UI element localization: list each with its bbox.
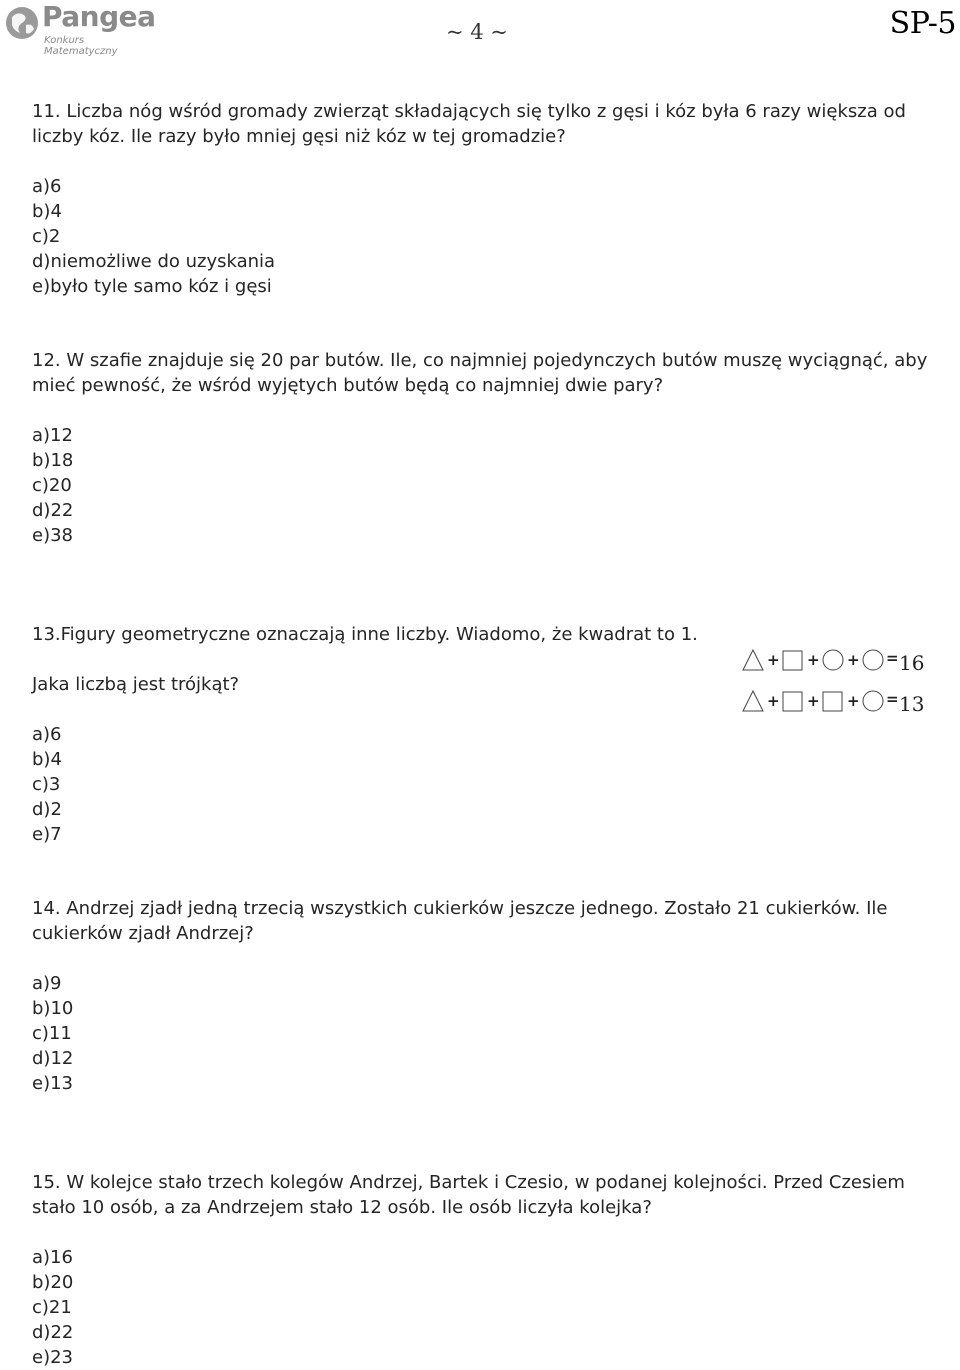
plus-sign: + [847, 651, 860, 669]
answer-option: b)20 [32, 1272, 74, 1293]
question-text: 11. Liczba nóg wśród gromady zwierząt składających się tylko z gęsi i kóz była 6 razy większa od liczby kóz. Ile razy było mniej gęsi niż kóz w tej gromadzie? [32, 101, 906, 147]
circle-shape [863, 650, 883, 670]
answer-options [32, 722, 932, 847]
square-shape [783, 692, 802, 711]
question-12 [32, 348, 932, 548]
answer-options [32, 971, 932, 1096]
question-11 [32, 99, 932, 299]
equation-row-2 [743, 690, 924, 716]
answer-option: c)20 [32, 475, 72, 496]
answer-options [32, 1245, 932, 1370]
answer-option: a)12 [32, 425, 73, 446]
answer-option: c)21 [32, 1297, 72, 1318]
square-shape [823, 692, 842, 711]
answer-option: e)38 [32, 525, 74, 546]
answer-option: c)3 [32, 774, 61, 795]
question-subtext: Jaka liczbą jest trójkąt? [32, 674, 240, 695]
equals-sign: = [886, 690, 899, 708]
pangea-globe-icon [4, 5, 40, 41]
equation-result: 16 [899, 651, 925, 675]
answer-option: b)4 [32, 749, 62, 770]
equals-sign: = [886, 649, 899, 667]
question-text: 12. W szafie znajduje się 20 par butów. Ile, co najmniej pojedynczych butów muszę wyciągnąć, aby mieć pewność, że wśród wyjętych butów będą co najmniej dwie pary? [32, 350, 928, 396]
pangea-logo [4, 0, 156, 57]
square-shape [783, 651, 802, 670]
logo-text: Pangea [42, 0, 156, 33]
test-code: SP-5 [889, 6, 956, 41]
answer-option: d)2 [32, 799, 62, 820]
plus-sign: + [847, 692, 860, 710]
answer-option: c)2 [32, 226, 61, 247]
circle-shape [863, 691, 883, 711]
answer-option: d)12 [32, 1048, 74, 1069]
plus-sign: + [807, 651, 820, 669]
answer-option: e)23 [32, 1347, 74, 1368]
equation-result: 13 [899, 692, 925, 716]
shapes-equation-figure [740, 648, 940, 718]
logo-subtitle: Konkurs Matematyczny [44, 35, 118, 57]
answer-option: d)niemożliwe do uzyskania [32, 251, 276, 272]
triangle-shape [743, 691, 763, 711]
question-text: 14. Andrzej zjadł jedną trzecią wszystkich cukierków jeszcze jednego. Zostało 21 cukierków. Ile cukierków zjadł Andrzej? [32, 898, 888, 944]
triangle-shape [743, 650, 763, 670]
answer-option: e)13 [32, 1073, 74, 1094]
question-15 [32, 1170, 932, 1370]
page-number: ~ 4 ~ [446, 20, 508, 44]
answer-option: a)9 [32, 973, 62, 994]
answer-option: a)6 [32, 724, 62, 745]
answer-option: b)18 [32, 450, 74, 471]
plus-sign: + [807, 692, 820, 710]
answer-option: e)7 [32, 824, 62, 845]
question-text: 13.Figury geometryczne oznaczają inne liczby. Wiadomo, że kwadrat to 1. [32, 624, 698, 645]
plus-sign: + [767, 692, 780, 710]
answer-option: b)10 [32, 998, 74, 1019]
answer-option: e)było tyle samo kóz i gęsi [32, 276, 272, 297]
answer-option: a)6 [32, 176, 62, 197]
answer-options [32, 423, 932, 548]
plus-sign: + [767, 651, 780, 669]
answer-option: a)16 [32, 1247, 73, 1268]
equation-row-1 [743, 649, 924, 675]
question-14 [32, 896, 932, 1096]
answer-option: d)22 [32, 1322, 74, 1343]
question-text: 15. W kolejce stało trzech kolegów Andrzej, Bartek i Czesio, w podanej kolejności. Przed Czesiem stało 10 osób, a za Andrzejem stało 12 osób. Ile osób liczyła kolejka? [32, 1172, 905, 1218]
answer-option: b)4 [32, 201, 62, 222]
answer-option: c)11 [32, 1023, 72, 1044]
answer-option: d)22 [32, 500, 74, 521]
answer-options [32, 174, 932, 299]
circle-shape [823, 650, 843, 670]
